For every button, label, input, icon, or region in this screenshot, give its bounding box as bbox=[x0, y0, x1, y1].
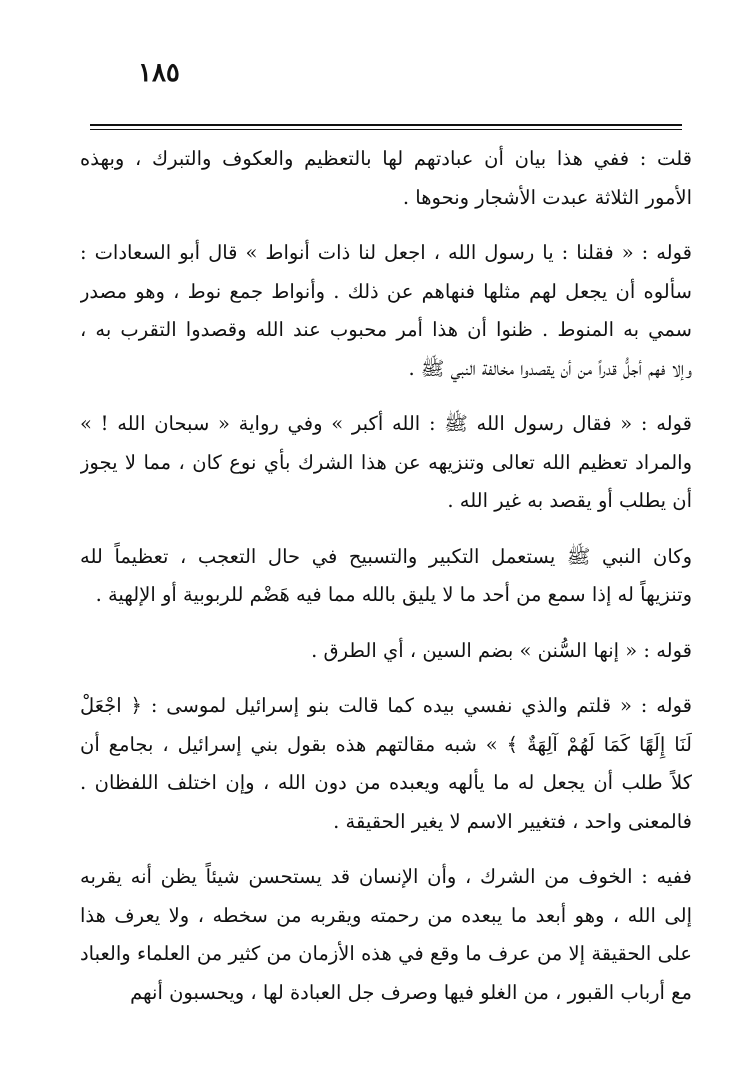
text-line: الأمور الثلاثة عبدت الأشجار ونحوها . bbox=[402, 185, 692, 209]
text-line: سمي به المنوط . ظنوا أن هذا أمر محبوب عند الله وقصدوا التقرب به ، bbox=[80, 318, 692, 341]
text-line: وكان النبي ﷺ يستعمل التكبير والتسبيح في حال التعجب ، تعظيماً لله bbox=[80, 544, 692, 568]
text-line: لَنَا إِلَهًا كَمَا لَهُمْ آلِهَةٌ ﴾ » شبه مقالتهم هذه بقول بني إسرائيل ، بجامع أن bbox=[80, 732, 692, 756]
text-line: أن يطلب أو يقصد به غير الله . bbox=[447, 489, 692, 512]
text-line: مع أرباب القبور ، من الغلو فيها وصرف جل العبادة لها ، ويحسبون أنهم bbox=[130, 980, 692, 1004]
text-line: وإلا فهم أجلُّ قدراً من أن يقصدوا مخالفة النبي ﷺ . bbox=[408, 356, 692, 380]
paragraph bbox=[80, 687, 692, 841]
text-line: قوله : « فقلنا : يا رسول الله ، اجعل لنا ذات أنواط » قال أبو السعادات : bbox=[80, 241, 692, 264]
header-rule-top bbox=[90, 124, 682, 126]
header-rule-bottom bbox=[90, 129, 682, 130]
paragraph bbox=[80, 405, 692, 521]
paragraph bbox=[80, 632, 692, 671]
text-line: قوله : « إنها السُّنن » بضم السين ، أي الطرق . bbox=[311, 638, 692, 662]
text-line: ففيه : الخوف من الشرك ، وأن الإنسان قد يستحسن شيئاً يظن أنه يقربه bbox=[80, 865, 692, 888]
text-line: قلت : ففي هذا بيان أن عبادتهم لها بالتعظيم والعكوف والتبرك ، وبهذه bbox=[80, 147, 692, 170]
text-line: قوله : « قلتم والذي نفسي بيده كما قالت بنو إسرائيل لموسى : ﴿ اجْعَلْ bbox=[80, 694, 692, 717]
text-line: على الحقيقة إلا من عرف ما وقع في هذه الأزمان من كثير من العلماء والعباد bbox=[80, 942, 692, 965]
text-line: إلى الله ، وهو أبعد ما يبعده من رحمته ويقربه من سخطه ، ولا يعرف هذا bbox=[80, 903, 692, 927]
text-line: والمراد تعظيم الله تعالى وتنزيهه عن هذا الشرك بأي نوع كان ، مما لا يجوز bbox=[80, 450, 692, 474]
text-line: فالمعنى واحد ، فتغيير الاسم لا يغير الحقيقة . bbox=[333, 809, 692, 833]
text-line: كلاً طلب أن يجعل له ما يألهه ويعبده من دون الله ، وإن اختلف اللفظان . bbox=[80, 771, 692, 794]
paragraph bbox=[80, 140, 692, 217]
page-body bbox=[80, 140, 692, 1029]
text-line: وتنزيهاً له إذا سمع من أحد ما لا يليق بالله مما فيه هَضْم للربوبية أو الإلهية . bbox=[95, 583, 692, 606]
text-line: سألوه أن يجعل لهم مثلها فنهاهم عن ذلك . وأنواط جمع نوط ، وهو مصدر bbox=[80, 279, 692, 303]
paragraph bbox=[80, 234, 692, 388]
text-line: قوله : « فقال رسول الله ﷺ : الله أكبر » وفي رواية « سبحان الله ! » bbox=[80, 412, 692, 435]
page-number: ١٨٥ bbox=[138, 58, 180, 88]
paragraph bbox=[80, 858, 692, 1012]
paragraph bbox=[80, 538, 692, 615]
